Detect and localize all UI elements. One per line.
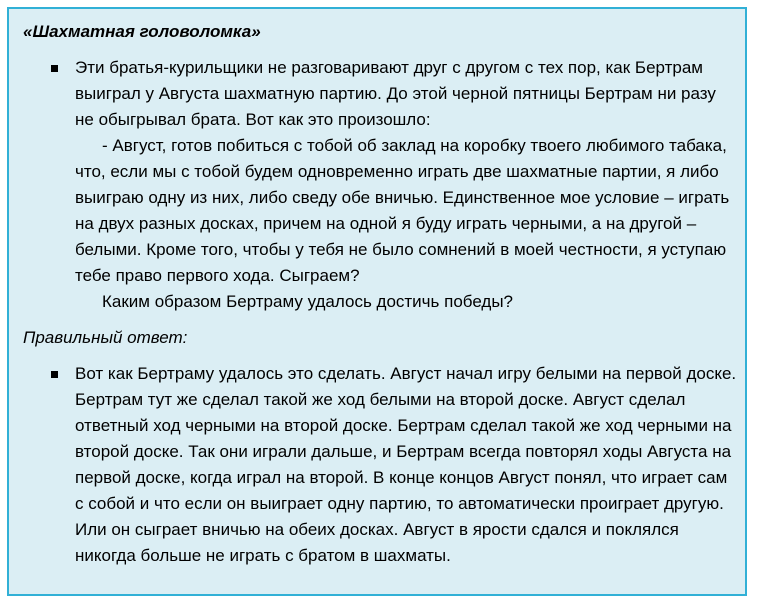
square-bullet-icon (51, 65, 58, 72)
square-bullet-icon (51, 371, 58, 378)
question-paragraph-intro: Эти братья-курильщики не разговаривают друг с другом с тех пор, как Бертрам выиграл у Августа шахматную партию. До этой черной пятницы Бертрам ни разу не обыгрывал брата. Вот как это произошло: (75, 58, 716, 129)
question-item (23, 55, 737, 315)
answer-label: Правильный ответ: (23, 328, 188, 347)
answer-item (23, 361, 737, 569)
panel-content (23, 19, 737, 569)
puzzle-panel (7, 7, 747, 596)
question-paragraph-ask: Каким образом Бертраму удалось достичь победы? (102, 292, 513, 311)
answer-paragraph: Вот как Бертраму удалось это сделать. Август начал игру белыми на первой доске. Бертрам тут же сделал такой же ход белыми на второй доске. Август сделал ответный ход черными на второй доске. Бертрам сделал такой же ход черными на второй доске. Так они играли дальше, и Бертрам всегда повторял ходы Августа на первой доске, когда играл на второй. В конце концов Август понял, что играет сам с собой и что если он выиграет одну партию, то автоматически проиграет другую. Или он сыграет вничью на обеих досках. Август в ярости сдался и поклялся никогда больше не играть с братом в шахматы. (75, 364, 737, 565)
puzzle-title: «Шахматная головоломка» (23, 22, 261, 41)
question-paragraph-dialogue: - Август, готов побиться с тобой об заклад на коробку твоего любимого табака, что, если мы с тобой будем одновременно играть две шахматные партии, я либо выиграю одну из них, либо сведу обе вничью. Единственное мое условие – играть на двух разных досках, причем на одной я буду играть черными, а на другой – белыми. Кроме того, чтобы у тебя не было сомнений в моей честности, я уступаю тебе право первого хода. Сыграем? (75, 136, 730, 285)
